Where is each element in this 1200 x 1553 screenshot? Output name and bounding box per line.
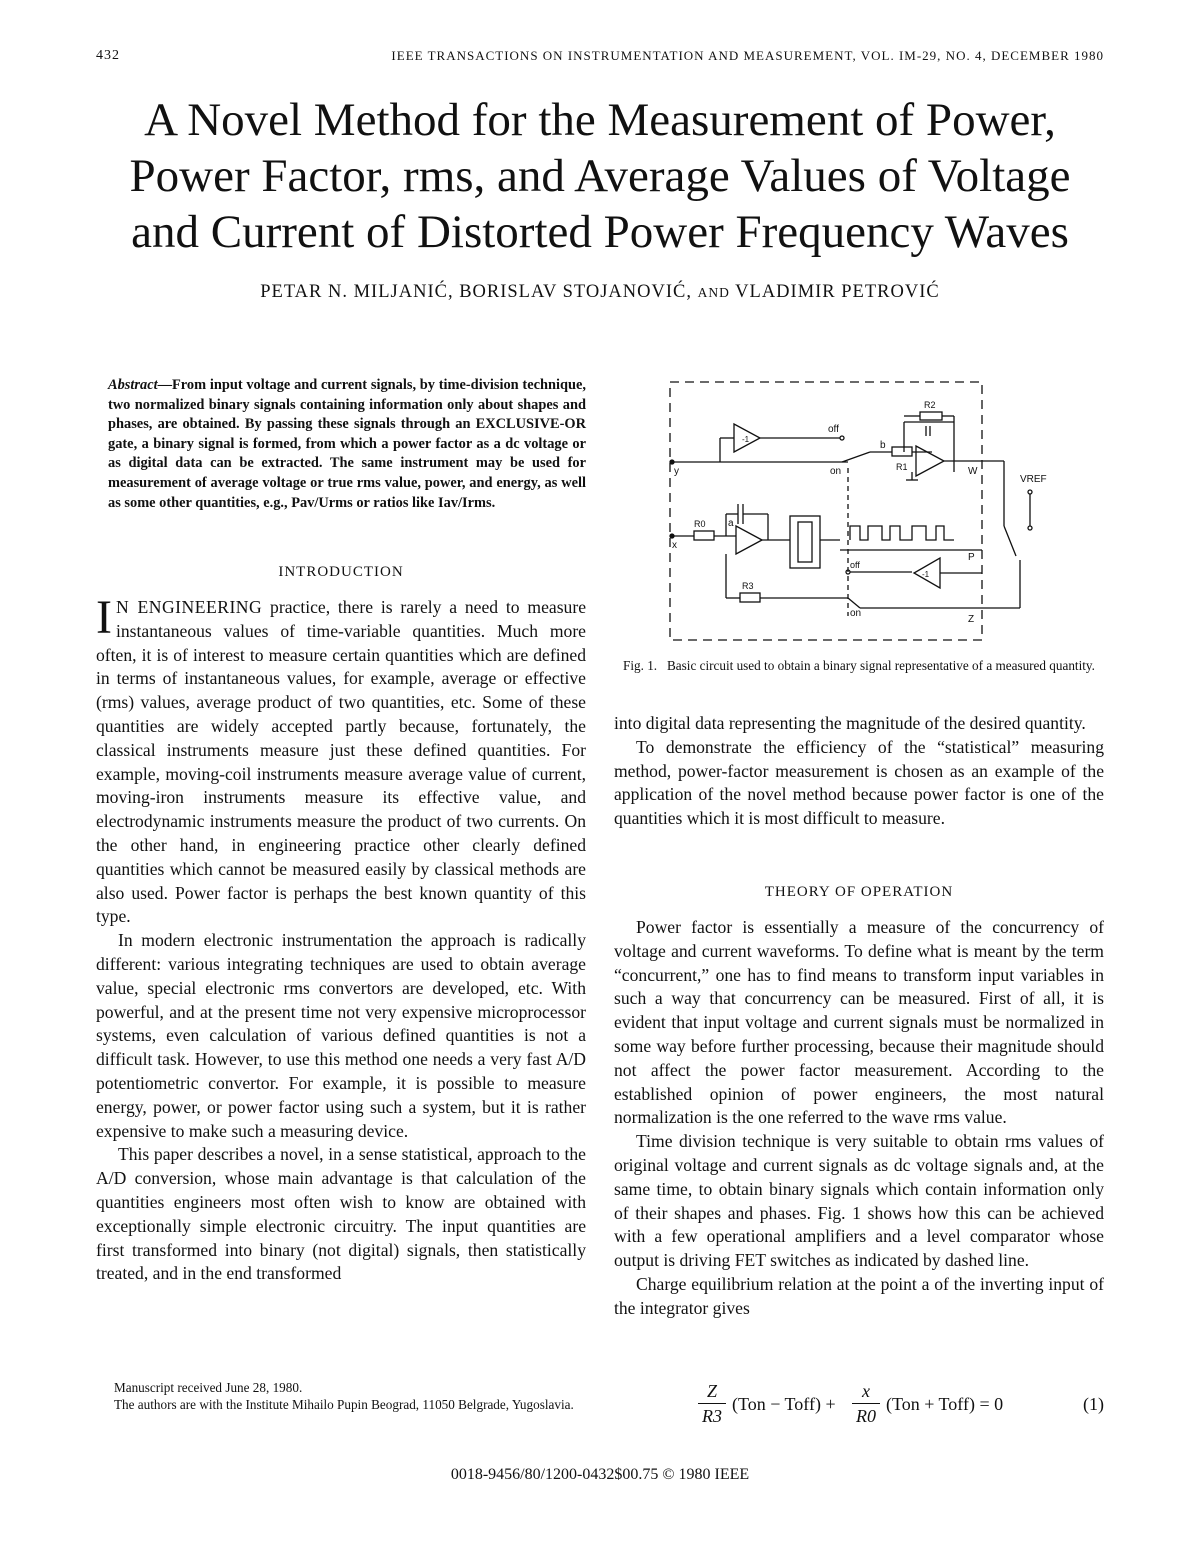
first-words: N ENGINEERING xyxy=(115,597,263,617)
caption-text: Basic circuit used to obtain a binary signal representative of a measured quantity. xyxy=(667,658,1095,673)
paragraph: Charge equilibrium relation at the point a of the inverting input of the integrator gives xyxy=(614,1273,1104,1318)
title-line: Power Factor, rms, and Average Values of Voltage xyxy=(129,150,1071,202)
label-on-top: on xyxy=(830,466,842,477)
label-r1: R1 xyxy=(896,462,908,472)
paragraph: In modern electronic instrumentation the approach is radically different: various integrating techniques are used to obtain average value, special electronic rms convertors are developed, etc. With powerful, and at the present time not very expensive microprocessor systems, even calculation of various defined quantities is not a difficult task. However, to use this method one needs a very fast A/D potentiometric convertor. For example, it is possible to measure energy, power, or power factor using such a system, but it is rather expensive to make such a measuring device. xyxy=(96,930,586,1141)
paragraph: Time division technique is very suitable to obtain rms values of original voltage and current signals as dc voltage signals and, at the same time, to obtain binary signals which contain information only of their shapes and phases. Fig. 1 shows how this can be achieved with a few operational amplifiers and a level comparator whose output is driving FET switches as indicated by dashed line. xyxy=(614,1131,1104,1271)
denominator: R3 xyxy=(702,1406,722,1426)
label-on-bottom: on xyxy=(850,608,862,619)
abstract-lead: Abstract xyxy=(108,377,158,393)
label-z: Z xyxy=(968,614,975,625)
author-list xyxy=(0,282,1200,303)
paragraph: Power factor is essentially a measure of the concurrency of voltage and current waveforms. To define what is meant by the term “concurrent,” one has to find means to transform input variables in such a way that concurrency can be measured. First of all, it is evident that input voltage and current signals must be normalized in some way before further processing, because their magnitude should not affect the power factor measurement. According to the established opinion of power engineers, the most natural normalization is the one referred to the wave rms value. xyxy=(614,917,1104,1128)
copyright-line: 0018-9456/80/1200-0432$00.75 © 1980 IEEE xyxy=(450,1466,750,1483)
resistor-r0 xyxy=(694,531,714,540)
caption-label: Fig. 1. xyxy=(623,658,658,673)
abstract-text: —From input voltage and current signals, by time-division technique, two normalized binary signals containing information only about shapes and phases, are obtained. By passing these signals through an EXCLUSIVE-OR gate, a binary signal is formed, from which a power factor as a dc voltage or as digital data can be extracted. The same instrument may be used for measurement of average voltage or true rms value, power, and energy, as well as some other quantities, e.g., Pav/Urms or ratios like Iav/Irms. xyxy=(108,377,586,511)
figure-1 xyxy=(664,376,1054,648)
authors-and: AND xyxy=(697,285,730,300)
switch-arm xyxy=(842,452,870,462)
section-heading-introduction: INTRODUCTION xyxy=(278,564,404,580)
paragraph: This paper describes a novel, in a sense statistical, approach to the A/D conversion, whose main advantage is that calculation of the quantities engineers most often wish to know are obtained with exceptionally simple electronic circuitry. The input quantities are first transformed into binary (not digital) signals, then statistically treated, and in the end transformed xyxy=(96,1144,586,1284)
footnote-received: Manuscript received June 28, 1980. xyxy=(114,1380,303,1395)
numerator: Z xyxy=(706,1381,717,1401)
label-r2: R2 xyxy=(924,400,936,410)
switch-arm xyxy=(848,598,860,608)
binary-waveform xyxy=(850,526,954,540)
label-w: W xyxy=(968,466,978,477)
dashed-enclosure xyxy=(670,382,982,640)
section-heading-theory: THEORY OF OPERATION xyxy=(764,884,954,900)
resistor-r2 xyxy=(920,412,942,420)
figure-caption xyxy=(620,658,1098,675)
resistor-r1 xyxy=(892,447,912,456)
label-r0: R0 xyxy=(694,519,706,529)
integrator-amp-bottom xyxy=(736,526,762,554)
journal-title: IEEE TRANSACTIONS ON INSTRUMENTATION AND MEASUREMENT, VOL. IM-29, NO. 4, DECEMBER 1980 xyxy=(391,48,1104,63)
theory-body xyxy=(614,916,1104,1321)
denominator: R0 xyxy=(856,1406,876,1426)
equation-middle: (Ton − Toff) + xyxy=(732,1394,836,1414)
integrator-amp-top xyxy=(916,446,944,476)
vref-terminal xyxy=(1028,490,1032,494)
fraction-x-over-r0 xyxy=(852,1380,880,1427)
label-y: y xyxy=(674,466,679,477)
label-p: P xyxy=(968,552,975,563)
page-number: 432 xyxy=(96,48,120,63)
label-vref: VREF xyxy=(1020,474,1047,485)
node xyxy=(670,460,674,464)
equation-1 xyxy=(690,1380,1104,1440)
authors-part2: VLADIMIR PETROVIĆ xyxy=(735,282,940,302)
right-column-body xyxy=(614,712,1104,831)
paragraph xyxy=(96,591,587,929)
label-off-bottom: off xyxy=(850,560,860,570)
label-b: b xyxy=(880,440,886,451)
node xyxy=(670,534,674,538)
running-header xyxy=(96,48,1104,68)
label-x: x xyxy=(672,540,677,551)
label-minus1-bottom: -1 xyxy=(922,570,930,579)
paragraph: To demonstrate the efficiency of the “statistical” measuring method, power-factor measurement is chosen as an example of the application of the novel method because power factor is one of the quantities which it is most difficult to measure. xyxy=(614,736,1104,829)
footnote-affiliation: The authors are with the Institute Mihailo Pupin Beograd, 11050 Belgrade, Yugoslavia. xyxy=(114,1396,574,1412)
drop-cap: I xyxy=(96,591,112,644)
title-line: A Novel Method for the Measurement of Power, xyxy=(144,94,1056,146)
switch-contact xyxy=(840,436,844,440)
authors-part1: PETAR N. MILJANIĆ, BORISLAV STOJANOVIĆ, xyxy=(260,282,692,302)
introduction-body xyxy=(96,591,587,1286)
footnote xyxy=(96,1380,586,1413)
equation-number: (1) xyxy=(1083,1394,1104,1414)
fraction-bar xyxy=(698,1403,726,1404)
fraction-bar xyxy=(852,1403,880,1404)
paragraph: into digital data representing the magnitude of the desired quantity. xyxy=(614,713,1086,733)
label-a: a xyxy=(728,518,734,529)
label-off-top: off xyxy=(828,424,839,435)
numerator: x xyxy=(862,1381,870,1401)
level-comparator xyxy=(790,516,820,568)
abstract xyxy=(108,376,586,513)
label-r3: R3 xyxy=(742,581,754,591)
label-minus1-top: -1 xyxy=(742,435,750,444)
equation-end: (Ton + Toff) = 0 xyxy=(886,1394,1004,1414)
comparator-inner xyxy=(798,522,812,562)
paper-title xyxy=(40,92,1160,260)
resistor-r3 xyxy=(740,593,760,602)
output-switch-arm xyxy=(1004,526,1016,556)
title-line: and Current of Distorted Power Frequency Waves xyxy=(131,206,1069,258)
circuit-diagram xyxy=(664,376,1054,648)
fraction-z-over-r3 xyxy=(698,1380,726,1427)
vref-terminal xyxy=(1028,526,1032,530)
paragraph-text: practice, there is rarely a need to measure instantaneous values of time-variable quantities. Much more often, it is of interest to measure certain quantities which are defined in terms of instantaneous values, for example, average or effective (rms) values, average product of two quantities, etc. Some of these quantities are widely accepted partly because, fortunately, the classical instruments measure just these defined quantities. For example, moving-coil instruments measure average value of current, moving-iron instruments measure its effective value, and electrodynamic instruments measure the product of two currents. On the other hand, in engineering practice other clearly defined quantities which cannot be measured easily by classical methods are also used. Power factor is perhaps the best known quantity of this type. xyxy=(96,597,587,927)
